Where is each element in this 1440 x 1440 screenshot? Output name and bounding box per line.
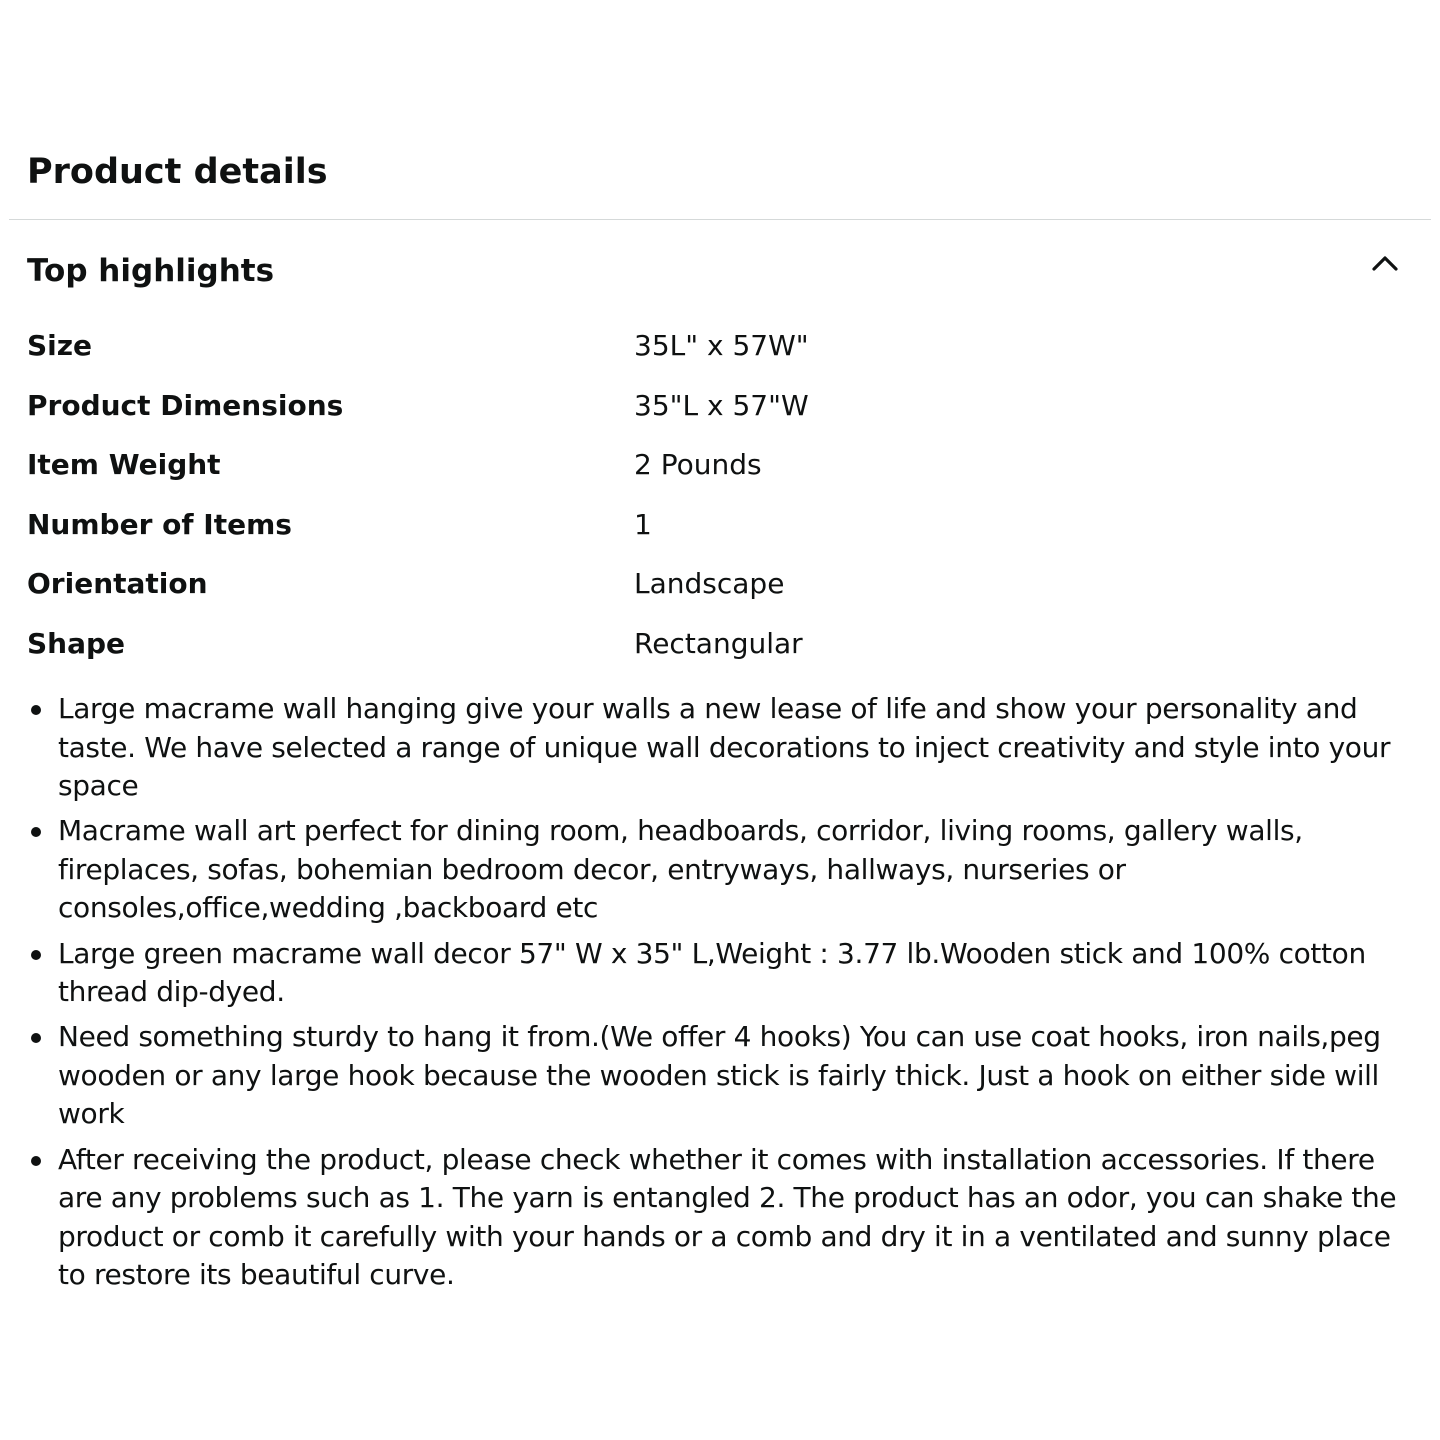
bullet-dot-icon xyxy=(31,1033,41,1043)
spec-label: Shape xyxy=(27,626,126,660)
spec-value: 2 Pounds xyxy=(634,448,762,481)
spec-row-item-weight xyxy=(27,444,1407,504)
spec-row-orientation xyxy=(27,563,1407,623)
feature-bullet-list xyxy=(58,690,1424,1301)
section-title: Top highlights xyxy=(27,253,275,289)
bullet-text: Macrame wall art perfect for dining room, headboards, corridor, living rooms, gallery walls, fireplaces, sofas, bohemian bedroom decor, entryways, hallways, nurseries or consoles,office,wedding ,backboard etc xyxy=(58,814,1303,925)
spec-value: 35"L x 57"W xyxy=(634,388,809,422)
spec-table xyxy=(27,325,1407,682)
spec-label: Orientation xyxy=(27,567,208,600)
list-item xyxy=(58,1018,1424,1134)
section-header-top-highlights[interactable] xyxy=(27,244,1407,300)
bullet-dot-icon xyxy=(31,705,41,715)
bullet-text: Need something sturdy to hang it from.(We offer 4 hooks) You can use coat hooks, iron nails,peg wooden or any large hook because the wooden stick is fairly thick. Just a hook on either side will work xyxy=(58,1020,1381,1131)
list-item xyxy=(58,812,1424,928)
chevron-up-icon[interactable] xyxy=(1370,248,1400,278)
list-item xyxy=(58,690,1424,806)
divider xyxy=(9,219,1431,220)
bullet-text: After receiving the product, please check whether it comes with installation accessories. If there are any problems such as 1. The yarn is entangled 2. The product has an odor, you can shake the product or comb it carefully with your hands or a comb and dry it in a ventilated and sunny place to restore its beautiful curve. xyxy=(58,1142,1397,1292)
spec-value: 1 xyxy=(634,507,652,541)
bullet-dot-icon xyxy=(31,950,41,960)
bullet-dot-icon xyxy=(31,827,41,837)
spec-label: Product Dimensions xyxy=(27,388,344,422)
spec-row-product-dimensions xyxy=(27,385,1407,445)
spec-value: 35L" x 57W" xyxy=(634,329,809,362)
spec-label: Item Weight xyxy=(27,448,221,481)
page-title: Product details xyxy=(27,152,328,192)
bullet-dot-icon xyxy=(31,1156,41,1166)
spec-label: Number of Items xyxy=(27,507,292,541)
list-item xyxy=(58,935,1424,1012)
spec-row-shape xyxy=(27,623,1407,683)
spec-label: Size xyxy=(27,329,93,362)
bullet-text: Large green macrame wall decor 57" W x 35" L,Weight : 3.77 lb.Wooden stick and 100% cotton thread dip-dyed. xyxy=(58,936,1366,1009)
bullet-text: Large macrame wall hanging give your walls a new lease of life and show your personality and taste. We have selected a range of unique wall decorations to inject creativity and style into your space xyxy=(58,692,1391,803)
spec-row-size xyxy=(27,325,1407,385)
spec-row-number-of-items xyxy=(27,504,1407,564)
spec-value: Landscape xyxy=(634,567,785,600)
spec-value: Rectangular xyxy=(634,626,803,660)
list-item xyxy=(58,1141,1424,1295)
